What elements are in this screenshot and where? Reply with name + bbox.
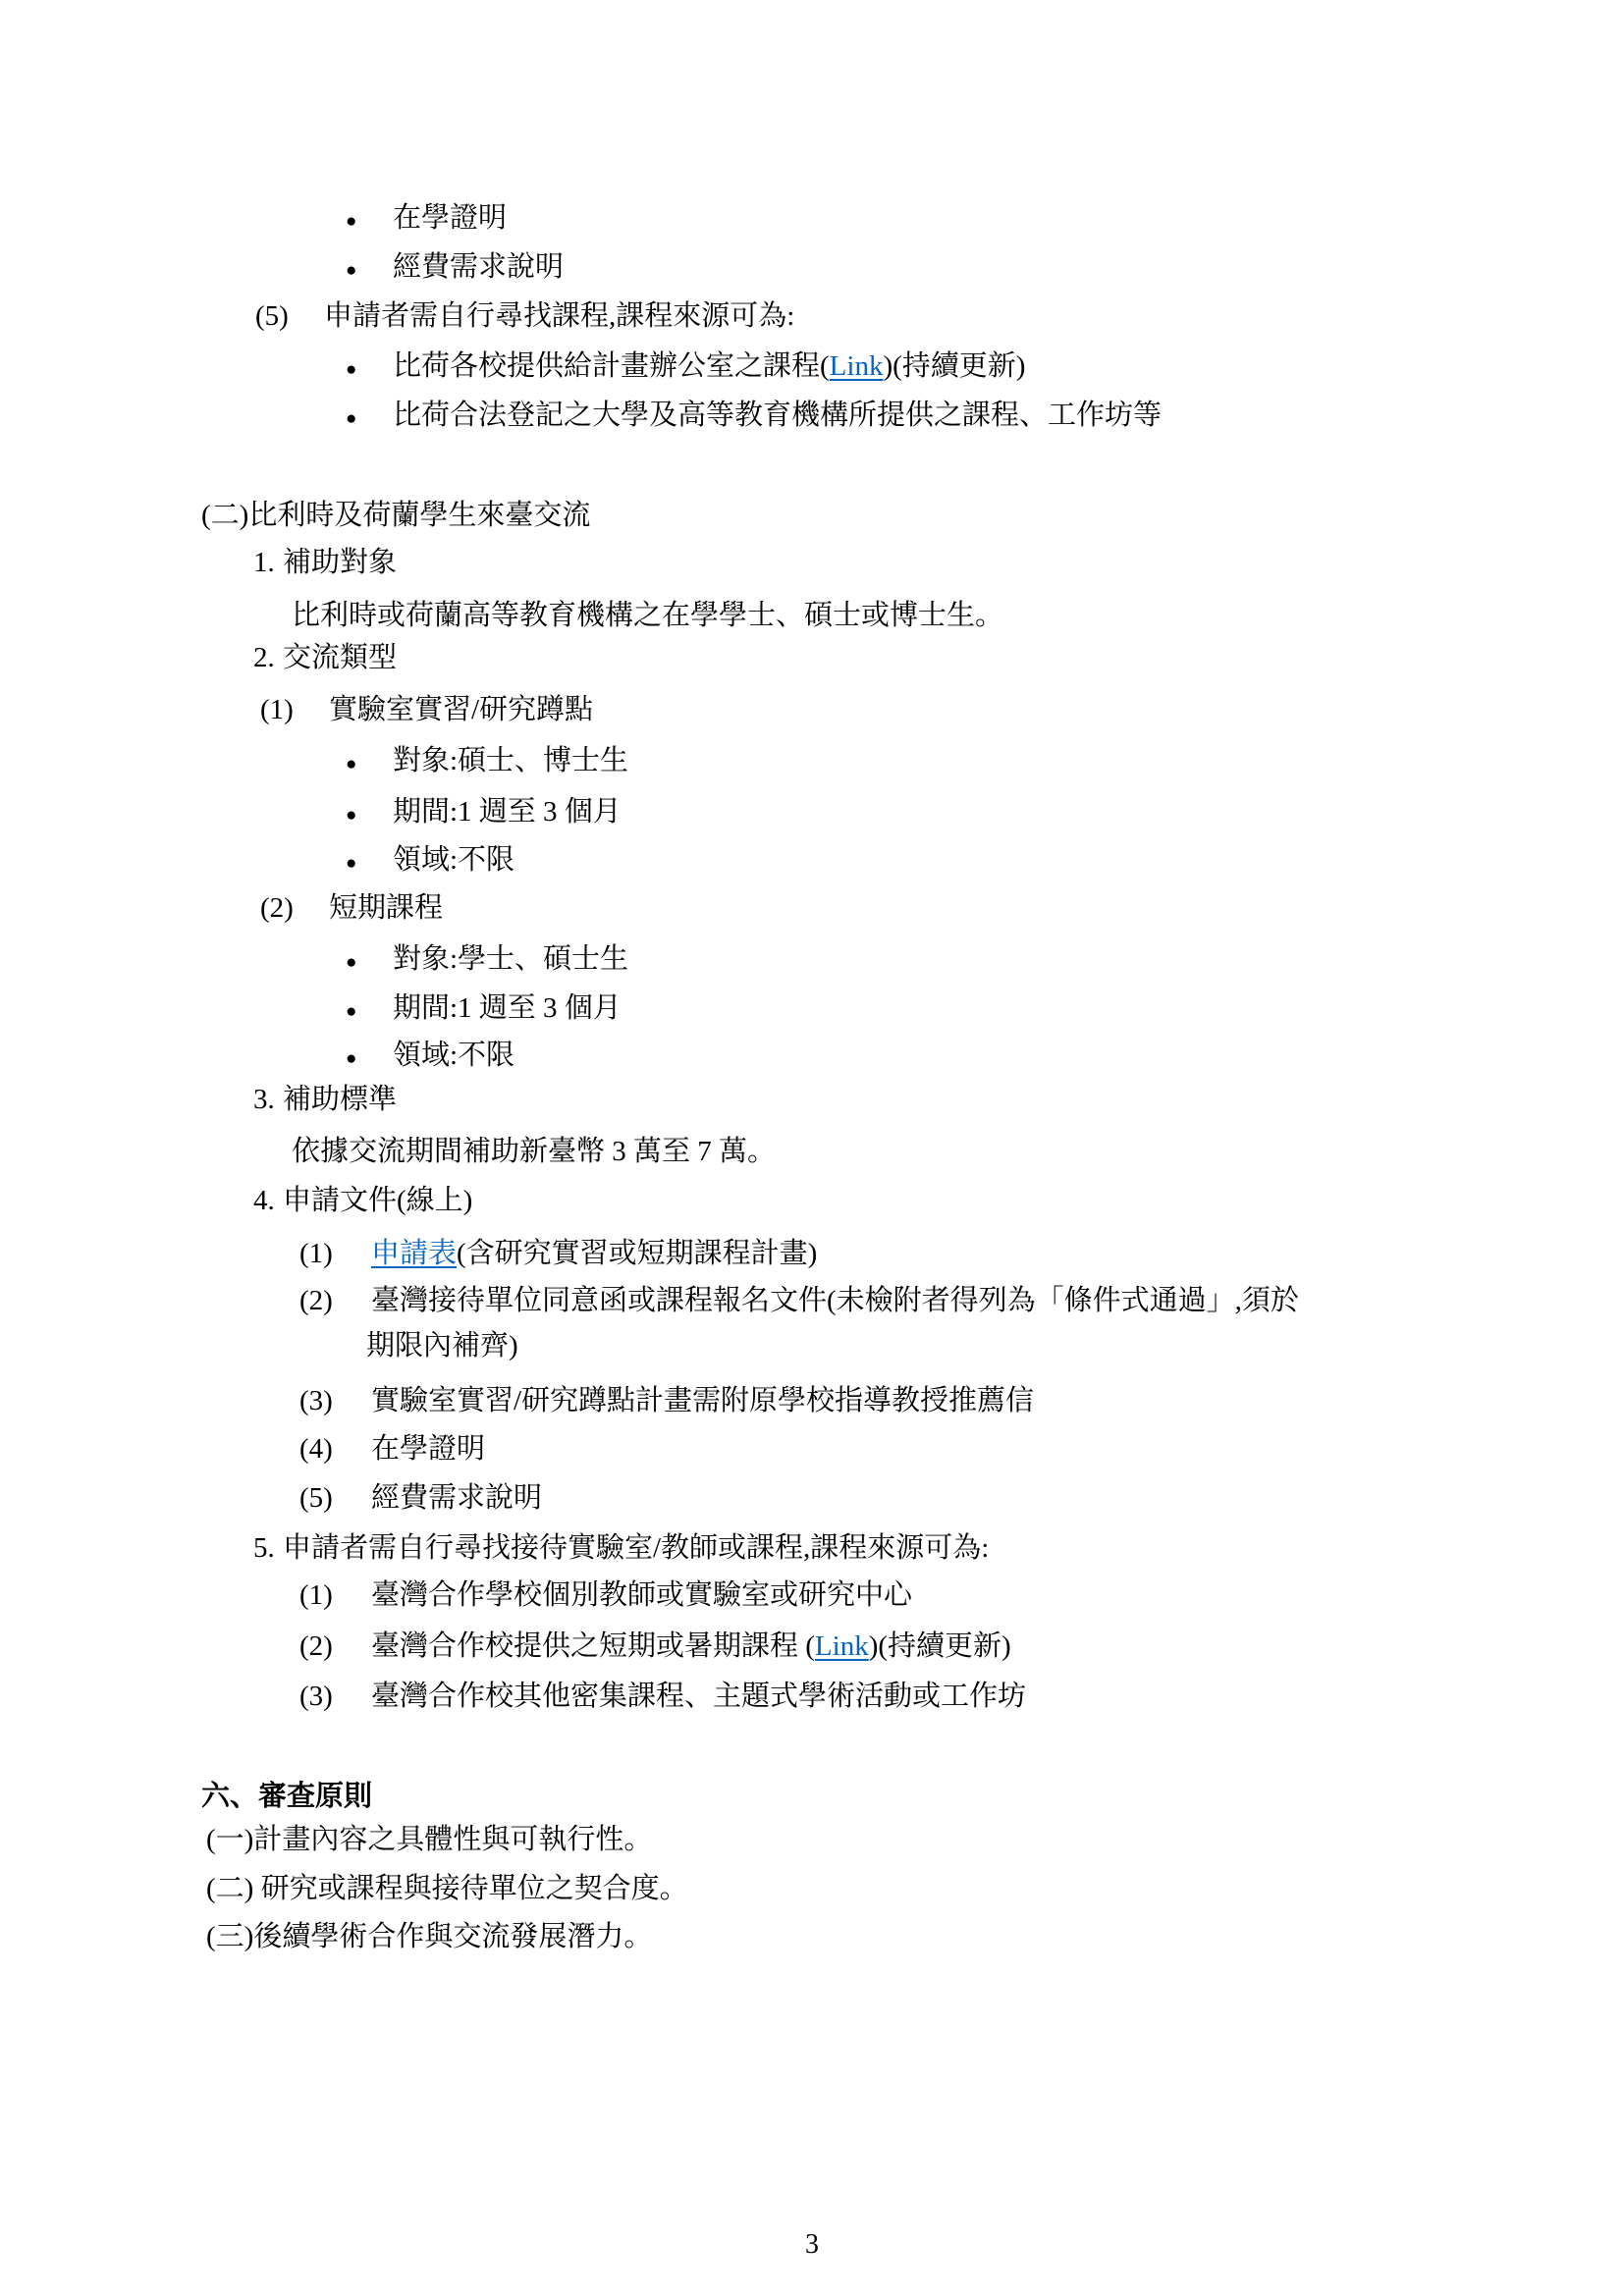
list-marker: 5. [253, 1532, 275, 1564]
item-text: 經費需求說明 [371, 1482, 543, 1514]
item-5-find-hosts [253, 1523, 989, 1573]
source-1-taiwan-teachers [299, 1571, 912, 1620]
doc-4-enrollment-proof [299, 1424, 485, 1473]
type-2-target [346, 934, 628, 984]
bullet-text: 領域:不限 [393, 844, 515, 876]
bullet-course-link-line [346, 342, 1025, 391]
item-title: 申請文件(線上) [283, 1185, 473, 1216]
criterion-text: (三)後續學術合作與交流發展潛力。 [206, 1921, 653, 1952]
bullet-icon: ● [346, 952, 357, 973]
item-title: 短期課程 [329, 892, 444, 924]
list-marker: (2) [299, 1630, 333, 1662]
bullet-text: 期間:1 週至 3 個月 [393, 992, 622, 1024]
bullet-text: 對象:學士、碩士生 [393, 943, 629, 975]
source-2-taiwan-courses [299, 1622, 1011, 1671]
item-text: 在學證明 [371, 1433, 486, 1465]
item-text: 臺灣合作學校個別教師或實驗室或研究中心 [371, 1579, 913, 1611]
bullet-text: 經費需求說明 [393, 251, 565, 283]
item-1-grant-target [253, 538, 397, 587]
doc-2-continuation [366, 1321, 518, 1370]
body-text: 比利時或荷蘭高等教育機構之在學學士、碩士或博士生。 [292, 600, 1004, 631]
bullet-enrollment-proof [346, 193, 507, 242]
type-1-field [346, 835, 514, 884]
item-title: 實驗室實習/研究蹲點 [329, 694, 594, 725]
list-marker: 2. [253, 642, 275, 673]
item-text: 臺灣合作校其他密集課程、主題式學術活動或工作坊 [371, 1681, 1027, 1712]
bullet-icon: ● [346, 1001, 357, 1022]
type-1-duration [346, 787, 622, 836]
bullet-icon: ● [346, 359, 357, 380]
body-text: 依據交流期間補助新臺幣 3 萬至 7 萬。 [292, 1136, 777, 1167]
section-2-heading [201, 491, 590, 540]
source-3-other-activities [299, 1672, 1026, 1721]
section-heading-text: (二)比利時及荷蘭學生來臺交流 [201, 500, 591, 531]
criterion-1 [206, 1815, 652, 1864]
doc-2-acceptance-letter [299, 1276, 1299, 1325]
bullet-text: 領域:不限 [393, 1040, 515, 1071]
item-title: 補助標準 [283, 1084, 398, 1115]
criterion-text: (一)計畫內容之具體性與可執行性。 [206, 1824, 653, 1855]
item-title: 交流類型 [283, 642, 398, 673]
item-4-application-documents [253, 1176, 472, 1225]
list-marker: (4) [299, 1433, 333, 1465]
doc-1-application-form [299, 1229, 817, 1278]
list-marker: (5) [299, 1482, 333, 1514]
grant-target-body [292, 591, 1003, 640]
item-text: 臺灣接待單位同意函或課程報名文件(未檢附者得列為「條件式通過」,須於 [371, 1285, 1299, 1316]
list-marker: 4. [253, 1185, 275, 1216]
item-5-find-courses [255, 292, 794, 341]
bullet-icon: ● [346, 260, 357, 281]
list-marker: (3) [299, 1385, 333, 1416]
type-1-target [346, 736, 628, 785]
bullet-icon: ● [346, 211, 357, 232]
item-text-pre: 臺灣合作校提供之短期或暑期課程 ( [371, 1630, 815, 1662]
type-2-duration [346, 984, 622, 1033]
bullet-icon: ● [346, 805, 357, 826]
bullet-text-pre: 比荷各校提供給計畫辦公室之課程( [393, 350, 830, 382]
criterion-2 [206, 1864, 688, 1913]
criterion-3 [206, 1912, 652, 1961]
list-marker: (5) [255, 300, 289, 332]
list-marker: (1) [260, 694, 294, 725]
list-marker: (2) [299, 1285, 333, 1316]
grant-standard-body [292, 1127, 776, 1176]
type-2-short-course [260, 883, 443, 933]
course-list-link[interactable]: Link [829, 350, 884, 382]
page-number: 3 [805, 2229, 819, 2260]
bullet-text: 在學證明 [393, 202, 508, 234]
bullet-registered-institutions [346, 391, 1162, 440]
doc-3-recommendation-letter [299, 1376, 1034, 1425]
section-heading-text: 六、審查原則 [201, 1781, 373, 1812]
criterion-text: (二) 研究或課程與接待單位之契合度。 [206, 1873, 688, 1904]
list-marker: (3) [299, 1681, 333, 1712]
bullet-icon: ● [346, 1048, 357, 1069]
bullet-text: 對象:碩士、博士生 [393, 745, 629, 776]
item-text: 期限內補齊) [366, 1330, 518, 1362]
section-6-heading [201, 1772, 372, 1821]
item-title: 申請者需自行尋找接待實驗室/教師或課程,課程來源可為: [283, 1532, 990, 1564]
list-marker: (2) [260, 892, 294, 924]
type-2-field [346, 1031, 514, 1080]
list-marker: 1. [253, 547, 275, 578]
bullet-text-post: )(持續更新) [883, 350, 1026, 382]
bullet-text: 比荷合法登記之大學及高等教育機構所提供之課程、工作坊等 [393, 400, 1163, 431]
doc-5-budget-statement [299, 1473, 542, 1522]
item-text-post: (含研究實習或短期課程計畫) [457, 1238, 818, 1269]
taiwan-course-list-link[interactable]: Link [814, 1630, 869, 1662]
type-1-lab-internship [260, 685, 593, 734]
item-2-exchange-types [253, 633, 397, 682]
list-marker: (1) [299, 1579, 333, 1611]
application-form-link[interactable]: 申請表 [371, 1238, 458, 1269]
item-title: 補助對象 [283, 547, 398, 578]
bullet-text: 期間:1 週至 3 個月 [393, 796, 622, 828]
bullet-icon: ● [346, 754, 357, 774]
bullet-budget-statement [346, 242, 564, 292]
bullet-icon: ● [346, 408, 357, 429]
item-text-post: )(持續更新) [868, 1630, 1011, 1662]
item-text: 申請者需自行尋找課程,課程來源可為: [324, 300, 795, 332]
list-marker: 3. [253, 1084, 275, 1115]
item-3-grant-standard [253, 1075, 397, 1124]
item-text: 實驗室實習/研究蹲點計畫需附原學校指導教授推薦信 [371, 1385, 1035, 1416]
list-marker: (1) [299, 1238, 333, 1269]
bullet-icon: ● [346, 853, 357, 874]
